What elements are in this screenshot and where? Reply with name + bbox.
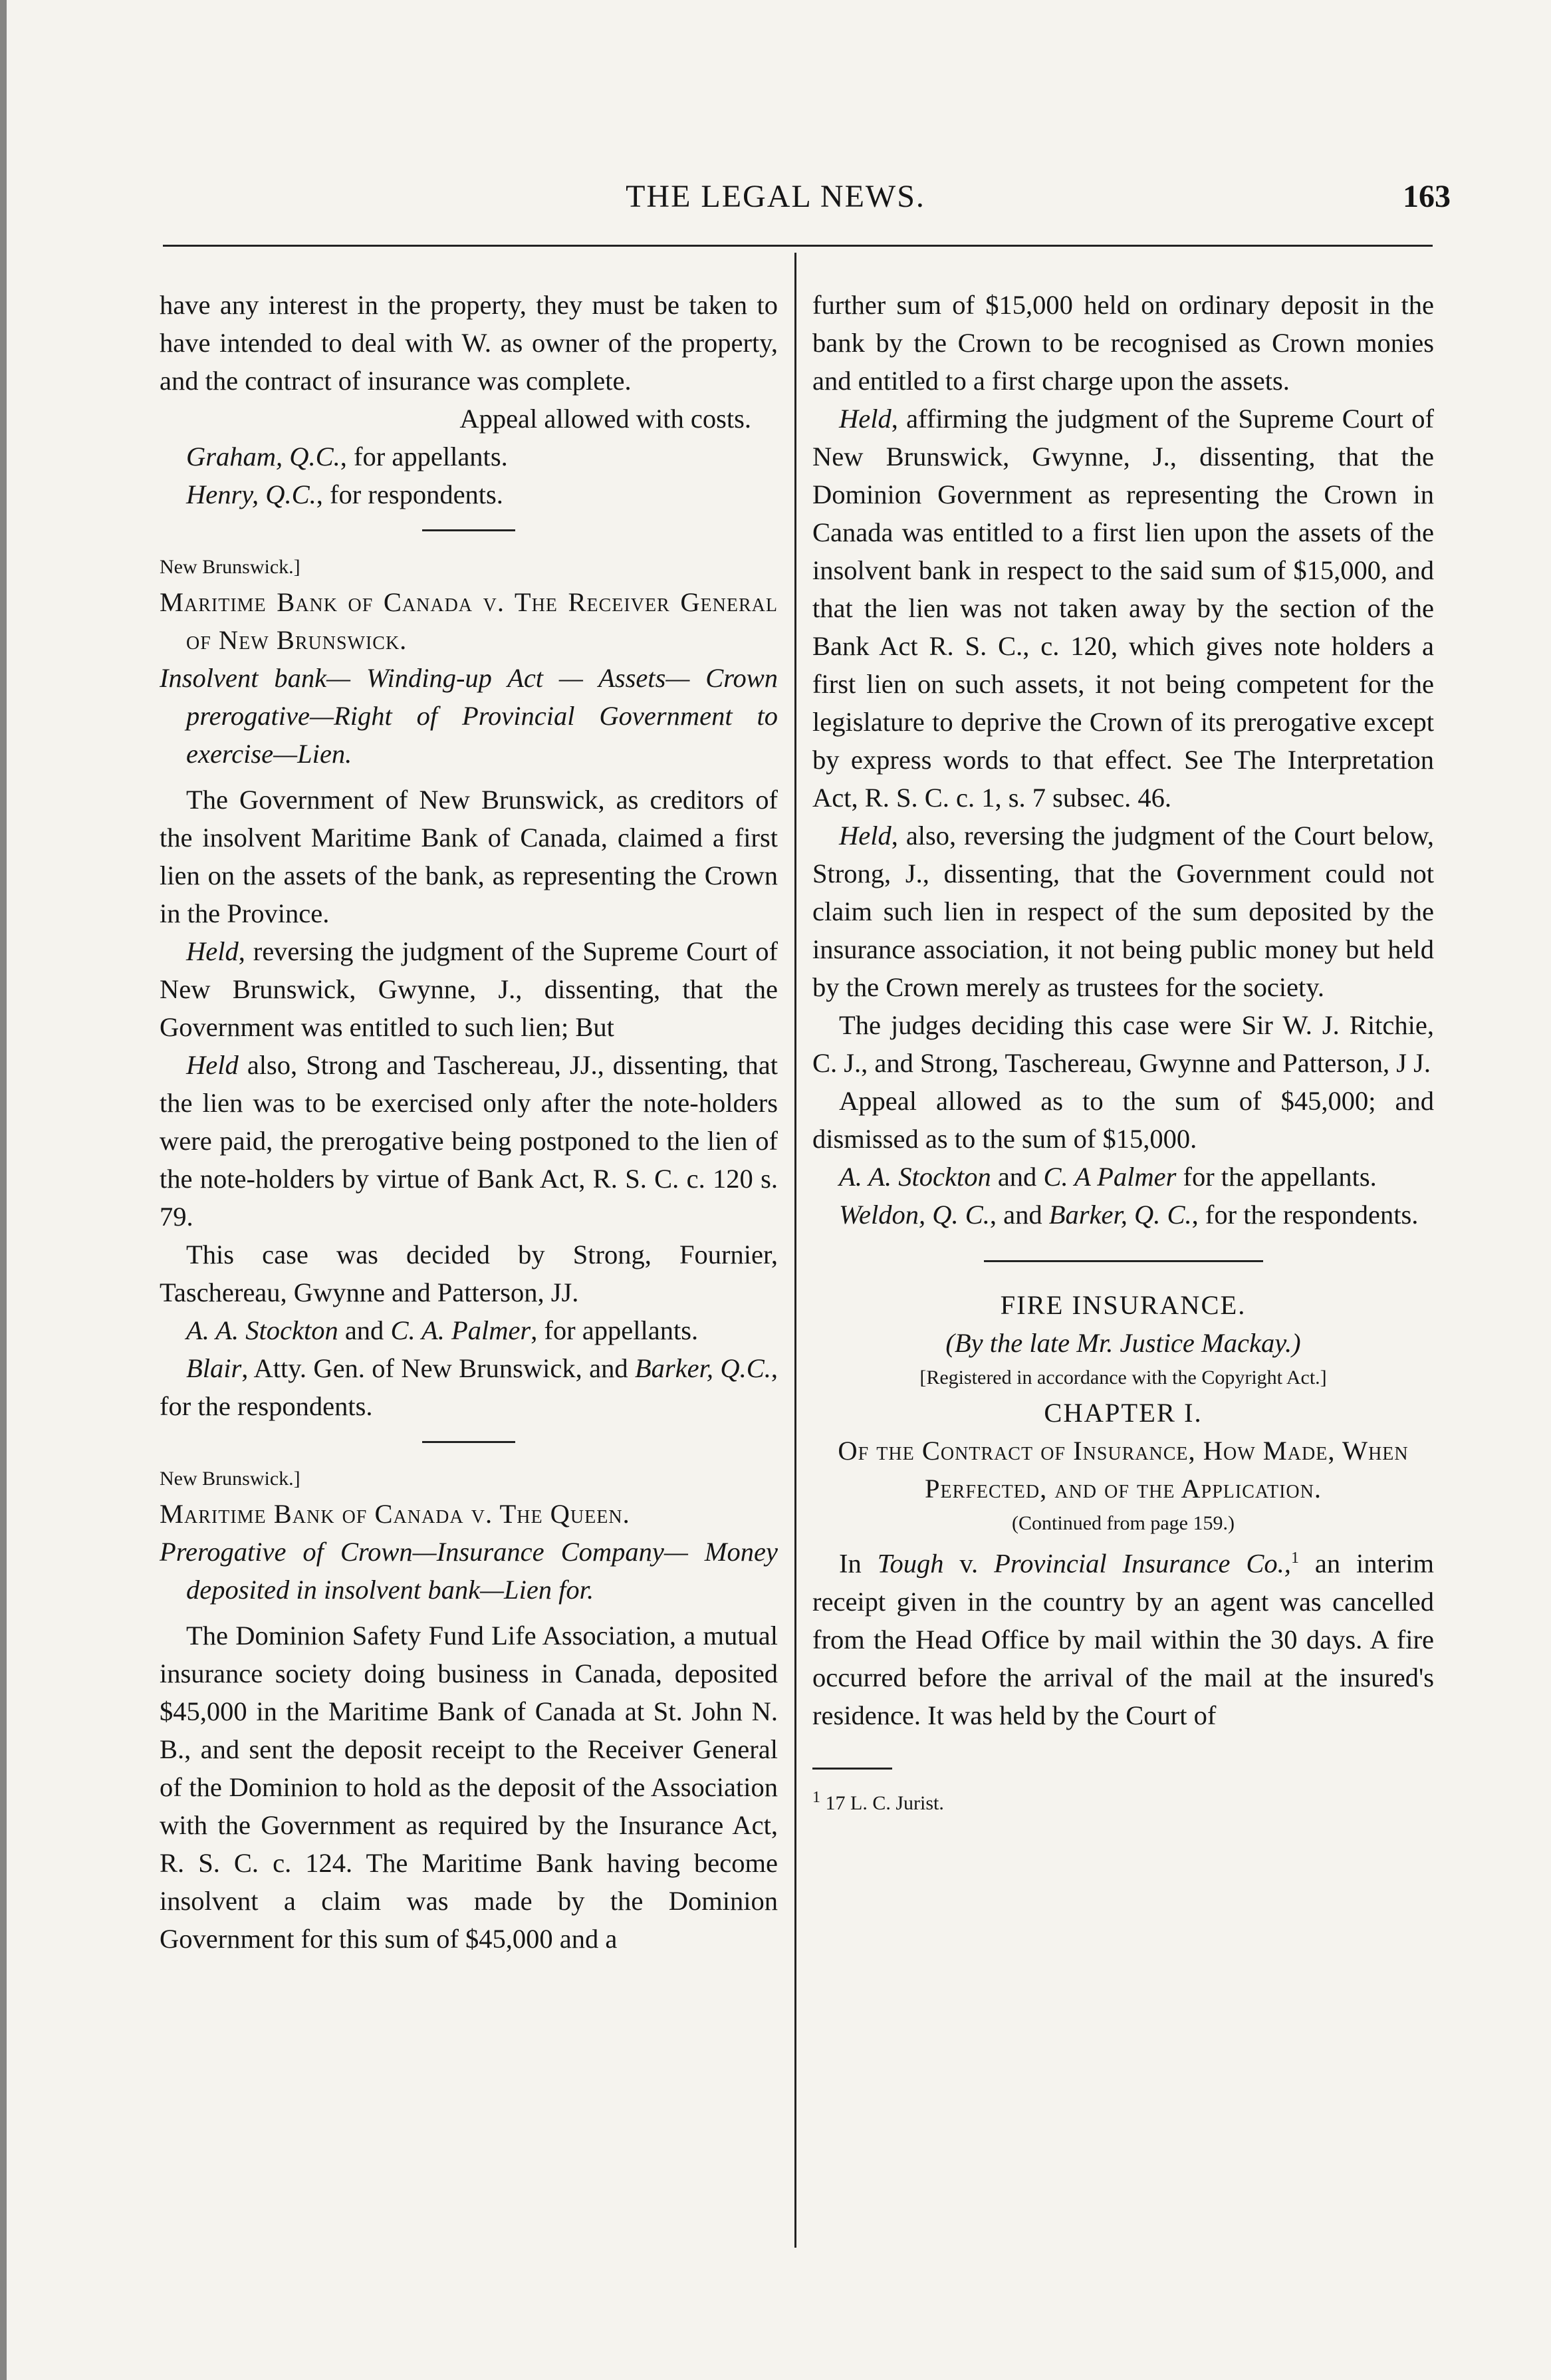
counsel-text: , for the respondents.: [1191, 1200, 1419, 1230]
counsel-name: A. A. Stockton: [186, 1315, 338, 1345]
paragraph: [812, 817, 1434, 1006]
footnote-mark: 1: [812, 1788, 820, 1806]
paragraph: have any interest in the property, they must be taken to have intended to deal with W. as owner of the property, and the contract of insurance was complete.: [160, 290, 778, 396]
right-column: [812, 286, 1434, 1822]
page-number: 163: [1403, 179, 1451, 214]
chapter-heading: CHAPTER I.: [1044, 1398, 1203, 1428]
paragraph-text: an interim receipt given in the country by an agent was cancelled from the Head Office by mail within the 30 days. A fire occurred before the arrival of the mail at the insured's residence. It was held by the Court of: [812, 1548, 1435, 1730]
counsel-name: Blair: [186, 1353, 242, 1383]
counsel-line: [812, 1158, 1434, 1196]
chapter-subtitle: Of the Contract of Insurance, How Made, When Perfected, and of the Application.: [838, 1436, 1409, 1504]
counsel-name: Weldon, Q. C.: [839, 1200, 990, 1230]
held-label: Held: [839, 404, 892, 434]
held-label: Held: [186, 936, 239, 966]
case-title: Maritime Bank of Canada v. The Receiver General of New Brunswick.: [160, 587, 778, 655]
counsel-role: , for appellants.: [340, 442, 508, 471]
footnote-rule: [812, 1768, 892, 1770]
paragraph-text: In: [839, 1548, 878, 1579]
footnote-text: 17 L. C. Jurist.: [820, 1791, 944, 1814]
counsel-line: [160, 475, 778, 513]
counsel-text: , for appellants.: [531, 1315, 699, 1345]
paragraph: The Dominion Safety Fund Life Association, a mutual insurance society doing business in Canada, deposited $45,000 in the Maritime Bank of Canada at St. John N. B., and sent the deposit receipt to the Receiver General of the Dominion to hold as the deposit of the Association with the Government as required by the Insurance Act, R. S. C. c. 124. The Maritime Bank having become insolvent a claim was made by the Dominion Government for this sum of $45,000 and a: [160, 1621, 778, 1954]
counsel-name: Graham, Q.C.: [186, 442, 340, 471]
counsel-role: , for respondents.: [316, 479, 503, 509]
continuation-note: (Continued from page 159.): [1012, 1512, 1235, 1534]
paragraph: The judges deciding this case were Sir W. J. Ritchie, C. J., and Strong, Taschereau, Gwynne and Patterson, J J.: [812, 1010, 1434, 1078]
paragraph-text: , also, reversing the judgment of the Court below, Strong, J., dissenting, that the Government could not claim such lien in respect of the sum deposited by the insurance association, it not being public money but held by the Crown merely as trustees for the society.: [812, 821, 1434, 1002]
header-rule: [163, 245, 1433, 247]
counsel-name: Barker, Q.C.: [634, 1353, 771, 1383]
registration-note: [Registered in accordance with the Copyright Act.]: [919, 1367, 1327, 1388]
headnote-text: Insolvent bank— Winding-up Act — Assets— Crown prerogative—Right of Provincial Government to exercise—Lien.: [160, 663, 778, 769]
counsel-line: [160, 1349, 778, 1425]
counsel-name: C. A. Palmer: [390, 1315, 531, 1345]
section-rule: [422, 1441, 515, 1443]
held-label: Held: [186, 1050, 239, 1080]
byline-text: (By the late Mr. Justice Mackay.): [945, 1328, 1301, 1358]
paragraph-text: v.: [943, 1548, 995, 1579]
paragraph: This case was decided by Strong, Fournier, Taschereau, Gwynne and Patterson, JJ.: [160, 1240, 778, 1307]
counsel-name: Henry, Q.C.: [186, 479, 316, 509]
counsel-name: Barker, Q. C.: [1048, 1200, 1192, 1230]
case-name: Provincial Insurance Co.,: [994, 1548, 1291, 1579]
left-column: [160, 286, 778, 1958]
paragraph: [812, 1539, 1434, 1734]
case-name: Tough: [877, 1548, 944, 1579]
paragraph-text: , affirming the judgment of the Supreme Court of New Brunswick, Gwynne, J., dissenting, that the Dominion Government as representing the Crown in Canada was entitled to a first lien upon the assets of the insolvent bank in respect to the said sum of $15,000, and that the lien was not taken away by the section of the Bank Act R. S. C., c. 120, which gives note holders a first lien on such assets, it not being competent for the legislature to deprive the Crown of its prerogative except by express words to that effect. See The Interpretation Act, R. S. C. c. 1, s. 7 subsec. 46.: [812, 404, 1434, 813]
paragraph: The Government of New Brunswick, as creditors of the insolvent Maritime Bank of Canada, claimed a first lien on the assets of the bank, as representing the Crown in the Province.: [160, 785, 778, 928]
byline: [812, 1324, 1434, 1362]
counsel-text: , Atty. Gen. of New Brunswick, and: [241, 1353, 635, 1383]
section-heading: FIRE INSURANCE.: [1000, 1290, 1247, 1320]
counsel-text: and: [338, 1315, 391, 1345]
case-title: Maritime Bank of Canada v. The Queen.: [160, 1499, 630, 1529]
counsel-text: , and: [989, 1200, 1049, 1230]
counsel-name: C. A Palmer: [1043, 1162, 1177, 1192]
footnote-ref: 1: [1290, 1549, 1299, 1567]
counsel-line: [160, 1311, 778, 1349]
counsel-name: A. A. Stockton: [839, 1162, 991, 1192]
paragraph: [160, 932, 778, 1046]
section-rule: [422, 529, 515, 531]
case-headnote: [160, 659, 778, 773]
counsel-text: for the appellants.: [1176, 1162, 1377, 1192]
court-label: New Brunswick.]: [160, 556, 300, 578]
column-divider: [794, 253, 796, 2248]
counsel-text: and: [991, 1162, 1044, 1192]
page-title: THE LEGAL NEWS.: [626, 179, 925, 214]
section-rule: [984, 1260, 1263, 1262]
paragraph: [812, 400, 1434, 817]
paragraph: [160, 1046, 778, 1236]
paragraph: Appeal allowed as to the sum of $45,000; and dismissed as to the sum of $15,000.: [812, 1086, 1434, 1154]
counsel-text: , for the respondents.: [160, 1353, 778, 1421]
case-headnote: [160, 1533, 778, 1609]
scan-edge-shadow: [0, 0, 7, 2380]
footnote: [812, 1779, 1434, 1822]
paragraph-text: , reversing the judgment of the Supreme Court of New Brunswick, Gwynne, J., dissenting, that the Government was entitled to such lien; But: [160, 936, 778, 1042]
counsel-line: [160, 438, 778, 475]
held-label: Held: [839, 821, 892, 851]
disposition: Appeal allowed with costs.: [459, 404, 751, 434]
headnote-text: Prerogative of Crown—Insurance Company— Money deposited in insolvent bank—Lien for.: [160, 1537, 778, 1605]
court-label: New Brunswick.]: [160, 1468, 300, 1490]
paragraph: further sum of $15,000 held on ordinary deposit in the bank by the Crown to be recognised as Crown monies and entitled to a first charge upon the assets.: [812, 290, 1434, 396]
paragraph-text: also, Strong and Taschereau, JJ., dissenting, that the lien was to be exercised only after the note-holders were paid, the prerogative being postponed to the lien of the note-holders by virtue of Bank Act, R. S. C. c. 120 s. 79.: [160, 1050, 778, 1232]
counsel-line: [812, 1196, 1434, 1234]
